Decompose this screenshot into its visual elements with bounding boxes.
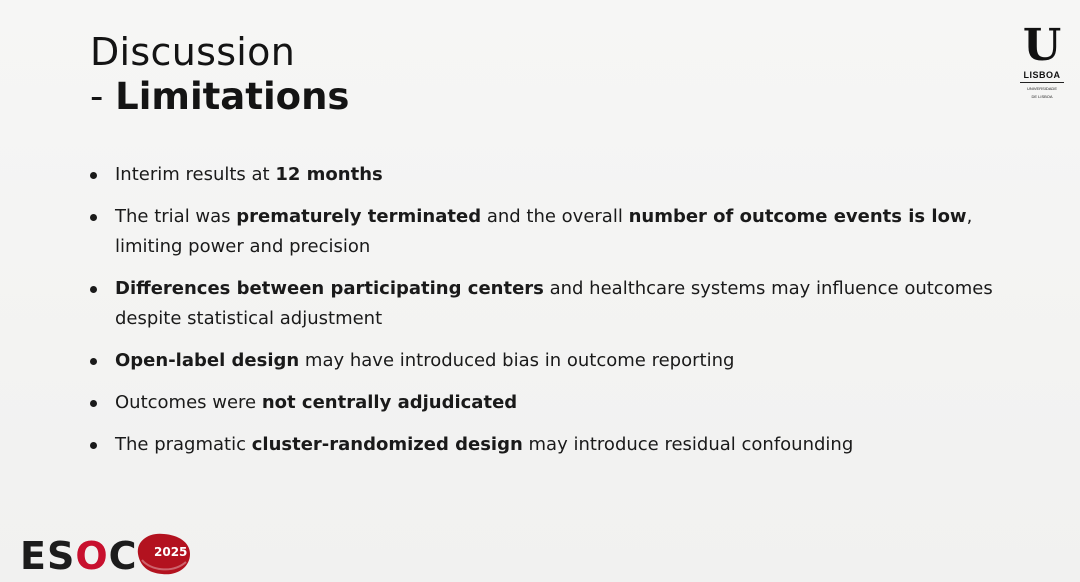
- limitation-emphasis: not centrally adjudicated: [261, 392, 518, 413]
- limitation-text: The pragmatic: [115, 434, 252, 455]
- bullet-dot-icon: [90, 358, 97, 365]
- esoc-text-accent: O: [75, 534, 109, 578]
- uni-logo-sub1: UNIVERSIDADE: [1026, 86, 1057, 91]
- slide-title: Discussion: [90, 30, 296, 74]
- esoc-text-start: ES: [20, 534, 76, 578]
- limitation-emphasis: prematurely terminated: [236, 206, 482, 227]
- limitation-text: Outcomes were: [115, 392, 262, 413]
- limitation-text: and the overall: [481, 206, 629, 227]
- uni-logo-sub2: DE LISBOA: [1031, 94, 1053, 99]
- limitation-text: , limiting power and precision: [115, 206, 973, 257]
- limitation-item: [90, 202, 1020, 262]
- limitation-text: may have introduced bias in outcome reporting: [299, 350, 735, 371]
- esoc-logo: [20, 530, 200, 578]
- subtitle-dash: -: [90, 75, 116, 118]
- limitation-item: [90, 430, 1020, 460]
- slide-subtitle: Limitations: [115, 75, 350, 118]
- esoc-year: 2025: [154, 545, 188, 559]
- university-lisboa-logo: [1020, 20, 1064, 99]
- limitation-emphasis: number of outcome events is low: [628, 206, 967, 227]
- limitation-emphasis: Differences between participating centers: [115, 278, 544, 299]
- limitation-text: The trial was: [115, 206, 237, 227]
- limitation-emphasis: Open-label design: [115, 350, 300, 371]
- limitation-item: [90, 274, 1020, 334]
- slide-subtitle-line: [90, 74, 349, 120]
- limitation-item: [90, 160, 1020, 190]
- limitation-text: may introduce residual confounding: [522, 434, 854, 455]
- limitation-text: and healthcare systems may influence outcomes despite statistical adjustment: [115, 278, 993, 329]
- bullet-dot-icon: [90, 286, 97, 293]
- limitation-text: Interim results at: [115, 164, 276, 185]
- slide-title-block: [90, 30, 349, 120]
- esoc-wordmark: [20, 534, 138, 578]
- bullet-dot-icon: [90, 214, 97, 221]
- esoc-text-end: C: [108, 534, 138, 578]
- limitation-emphasis: 12 months: [275, 164, 383, 185]
- limitations-list: [90, 160, 1020, 472]
- uni-logo-name: LISBOA: [1020, 70, 1064, 83]
- bullet-dot-icon: [90, 442, 97, 449]
- limitation-item: [90, 346, 1020, 376]
- limitation-emphasis: cluster-randomized design: [251, 434, 523, 455]
- bullet-dot-icon: [90, 172, 97, 179]
- limitation-item: [90, 388, 1020, 418]
- bullet-dot-icon: [90, 400, 97, 407]
- uni-logo-letter: U: [1022, 20, 1062, 71]
